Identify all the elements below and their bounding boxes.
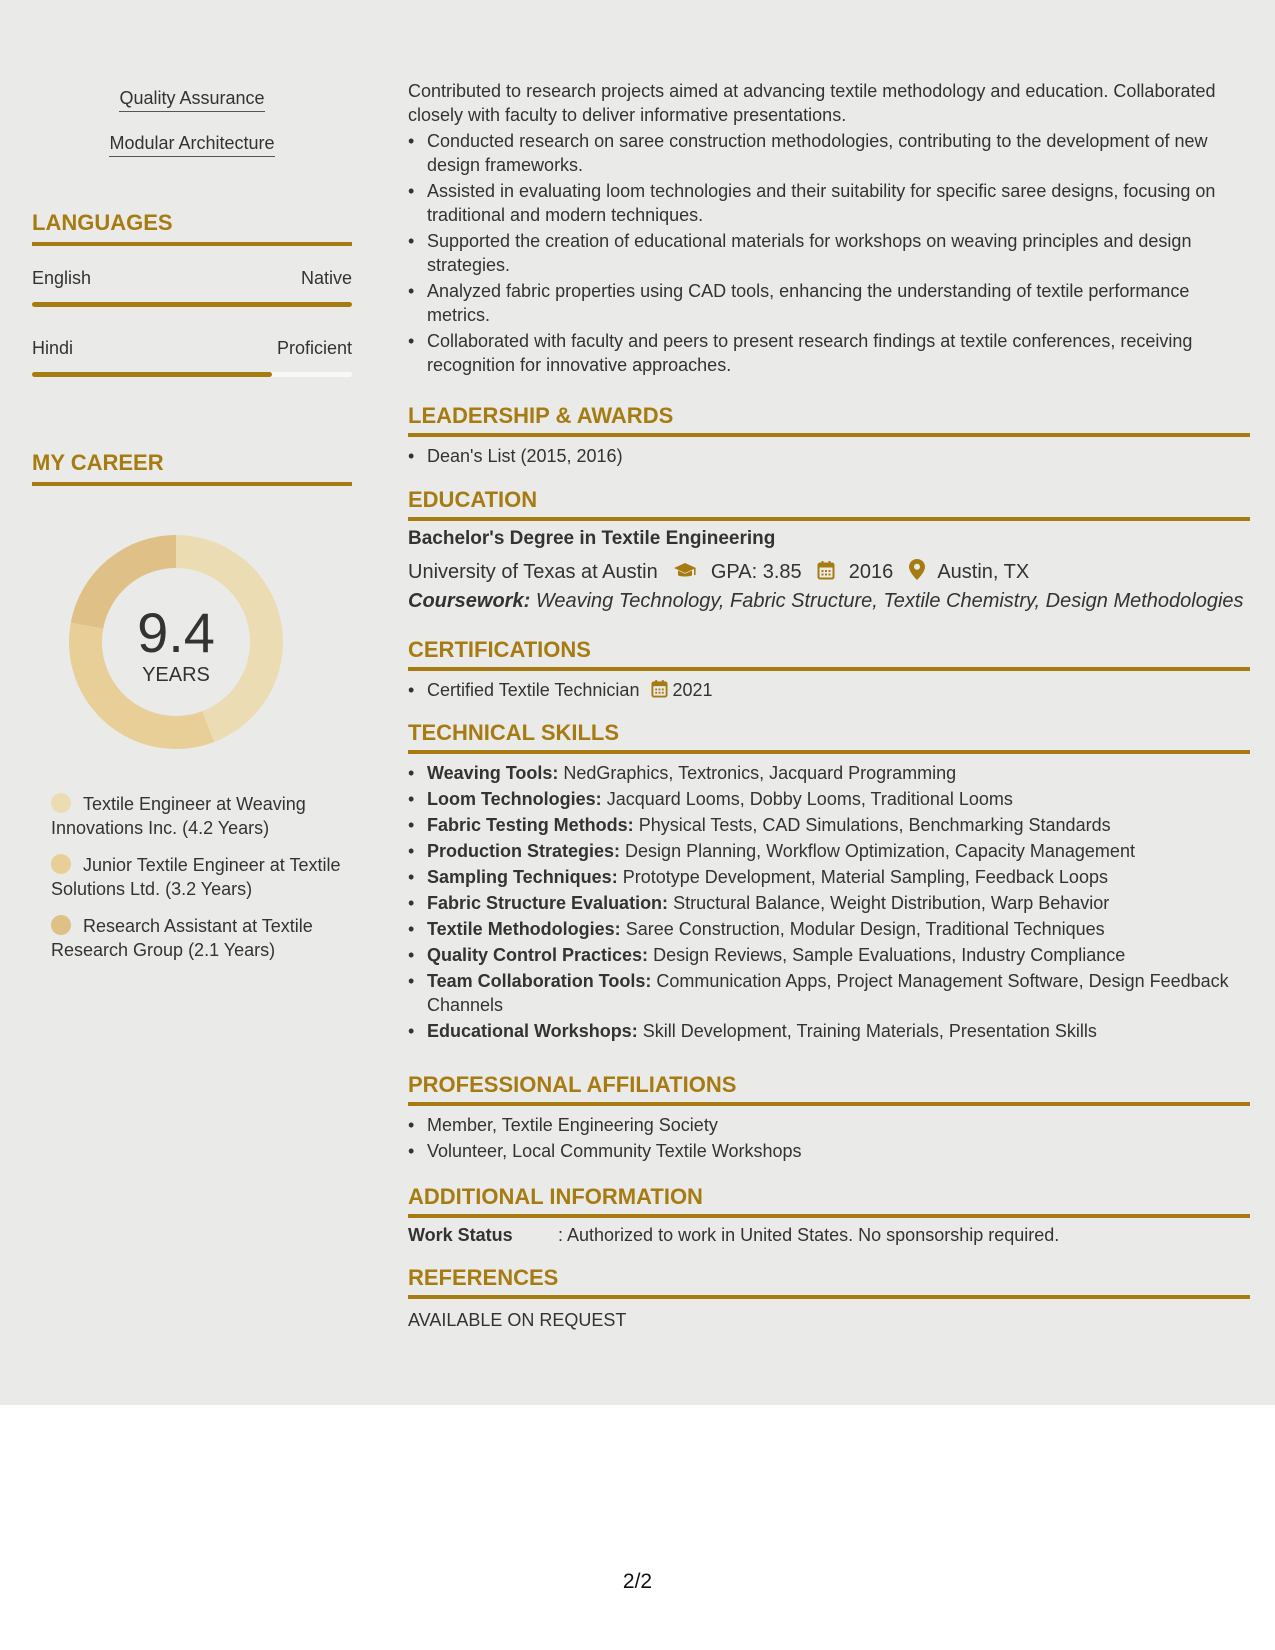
skill-category: Fabric Structure Evaluation: bbox=[427, 893, 669, 913]
technical-skills-heading: TECHNICAL SKILLS bbox=[408, 720, 1250, 754]
skill-category: Educational Workshops: bbox=[427, 1021, 638, 1041]
language-bar bbox=[32, 302, 352, 307]
skill-values: Skill Development, Training Materials, Presentation Skills bbox=[642, 1021, 1097, 1041]
language-name: Hindi bbox=[32, 338, 74, 358]
career-legend-label: Research Assistant at Textile Research Group (2.1 Years) bbox=[51, 916, 313, 960]
work-status-label: Work Status bbox=[408, 1225, 513, 1245]
skill-category: Textile Methodologies: bbox=[427, 919, 621, 939]
technical-skill-item bbox=[408, 969, 1250, 1017]
references-heading: REFERENCES bbox=[408, 1265, 1250, 1299]
work-status-value: : Authorized to work in United States. No sponsorship required. bbox=[558, 1225, 1060, 1245]
language-level: Native bbox=[300, 268, 352, 288]
skill-category: Weaving Tools: bbox=[427, 763, 559, 783]
skill-values: Design Planning, Workflow Optimization, Capacity Management bbox=[625, 841, 1135, 861]
skill-category: Fabric Testing Methods: bbox=[427, 815, 634, 835]
legend-dot-icon bbox=[51, 793, 71, 813]
skill-category: Sampling Techniques: bbox=[427, 867, 618, 887]
certification-item bbox=[408, 678, 1250, 702]
skill-values: Jacquard Looms, Dobby Looms, Traditional Looms bbox=[606, 789, 1013, 809]
certifications-list bbox=[408, 678, 1250, 704]
experience-bullet: • Collaborated with faculty and peers to present research findings at textile conferences, receiving recognition for innovative approaches. bbox=[408, 329, 1250, 377]
skill-tag bbox=[32, 133, 352, 154]
skill-values: Physical Tests, CAD Simulations, Benchmarking Standards bbox=[638, 815, 1111, 835]
career-legend-item bbox=[51, 853, 351, 901]
location-pin-icon bbox=[909, 559, 925, 580]
career-legend-label: Junior Textile Engineer at Textile Solutions Ltd. (3.2 Years) bbox=[51, 855, 341, 899]
leadership-item: • Dean's List (2015, 2016) bbox=[408, 444, 1250, 468]
coursework-list: Weaving Technology, Fabric Structure, Textile Chemistry, Design Methodologies bbox=[535, 590, 1244, 612]
graduation-year: 2016 bbox=[848, 561, 894, 583]
career-legend-item bbox=[51, 914, 351, 962]
leadership-heading: LEADERSHIP & AWARDS bbox=[408, 403, 1250, 437]
skill-category: Quality Control Practices: bbox=[427, 945, 649, 965]
language-level: Proficient bbox=[276, 338, 352, 358]
legend-dot-icon bbox=[51, 915, 71, 935]
education-details bbox=[408, 559, 1029, 584]
skill-tag-label: Modular Architecture bbox=[109, 133, 274, 157]
coursework bbox=[408, 590, 1244, 613]
skill-values: Structural Balance, Weight Distribution, Warp Behavior bbox=[673, 893, 1110, 913]
coursework-label: Coursework: bbox=[408, 590, 531, 612]
certification-year: 2021 bbox=[672, 680, 713, 700]
skill-category: Production Strategies: bbox=[427, 841, 621, 861]
affiliations-heading: PROFESSIONAL AFFILIATIONS bbox=[408, 1072, 1250, 1106]
skill-values: NedGraphics, Textronics, Jacquard Programming bbox=[563, 763, 957, 783]
skill-tag bbox=[32, 88, 352, 109]
graduation-cap-icon bbox=[673, 562, 697, 580]
languages-heading: LANGUAGES bbox=[32, 210, 352, 246]
certification-name: Certified Textile Technician bbox=[427, 680, 640, 700]
career-total-years: 9.4 bbox=[137, 601, 215, 664]
career-legend-label: Textile Engineer at Weaving Innovations Inc. (4.2 Years) bbox=[51, 794, 306, 838]
education-heading: EDUCATION bbox=[408, 487, 1250, 521]
technical-skill-item bbox=[408, 1019, 1250, 1043]
technical-skill-item bbox=[408, 891, 1250, 915]
career-heading: MY CAREER bbox=[32, 450, 352, 486]
technical-skill-item bbox=[408, 865, 1250, 889]
experience-intro: Contributed to research projects aimed at advancing textile methodology and education. Collaborated closely with faculty to deliver informative presentations. bbox=[408, 81, 1216, 125]
skill-values: Communication Apps, Project Management Software, Design Feedback Channels bbox=[427, 971, 1229, 1015]
page-number: 2/2 bbox=[622, 1570, 653, 1593]
affiliation-item: • Member, Textile Engineering Society bbox=[408, 1113, 1250, 1137]
skill-category: Loom Technologies: bbox=[427, 789, 602, 809]
references-text: AVAILABLE ON REQUEST bbox=[408, 1310, 627, 1330]
career-total-unit: YEARS bbox=[142, 664, 210, 686]
language-bar-fill bbox=[32, 302, 352, 307]
certifications-heading: CERTIFICATIONS bbox=[408, 637, 1250, 671]
school-name: University of Texas at Austin bbox=[408, 561, 658, 583]
experience-bullet: • Conducted research on saree construction methodologies, contributing to the development of new design frameworks. bbox=[408, 129, 1250, 177]
additional-info-heading: ADDITIONAL INFORMATION bbox=[408, 1184, 1250, 1218]
degree-title: Bachelor's Degree in Textile Engineering bbox=[408, 528, 776, 549]
technical-skill-item bbox=[408, 917, 1250, 941]
legend-dot-icon bbox=[51, 854, 71, 874]
skill-values: Saree Construction, Modular Design, Traditional Techniques bbox=[625, 919, 1105, 939]
language-bar bbox=[32, 372, 352, 377]
work-status-row bbox=[408, 1225, 1059, 1246]
leadership-list bbox=[408, 444, 1250, 470]
technical-skill-item bbox=[408, 761, 1250, 785]
technical-skill-item bbox=[408, 839, 1250, 863]
experience-bullet: • Analyzed fabric properties using CAD tools, enhancing the understanding of textile performance metrics. bbox=[408, 279, 1250, 327]
skill-tag-label: Quality Assurance bbox=[119, 88, 264, 112]
technical-skills-list bbox=[408, 761, 1250, 1045]
calendar-icon bbox=[651, 679, 668, 698]
technical-skill-item bbox=[408, 787, 1250, 811]
affiliation-item: • Volunteer, Local Community Textile Workshops bbox=[408, 1139, 1250, 1163]
language-bar-fill bbox=[32, 372, 272, 377]
technical-skill-item bbox=[408, 813, 1250, 837]
calendar-icon bbox=[817, 560, 835, 580]
career-legend-item bbox=[51, 792, 351, 840]
skill-values: Prototype Development, Material Sampling, Feedback Loops bbox=[622, 867, 1108, 887]
experience-bullets bbox=[408, 129, 1250, 379]
affiliations-list bbox=[408, 1113, 1250, 1165]
experience-bullet: • Assisted in evaluating loom technologies and their suitability for specific saree designs, focusing on traditional and modern techniques. bbox=[408, 179, 1250, 227]
language-name: English bbox=[32, 268, 92, 288]
school-location: Austin, TX bbox=[937, 561, 1030, 583]
gpa: GPA: 3.85 bbox=[710, 561, 802, 583]
skill-category: Team Collaboration Tools: bbox=[427, 971, 652, 991]
technical-skill-item bbox=[408, 943, 1250, 967]
skill-values: Design Reviews, Sample Evaluations, Industry Compliance bbox=[653, 945, 1126, 965]
experience-bullet: • Supported the creation of educational materials for workshops on weaving principles and design strategies. bbox=[408, 229, 1250, 277]
